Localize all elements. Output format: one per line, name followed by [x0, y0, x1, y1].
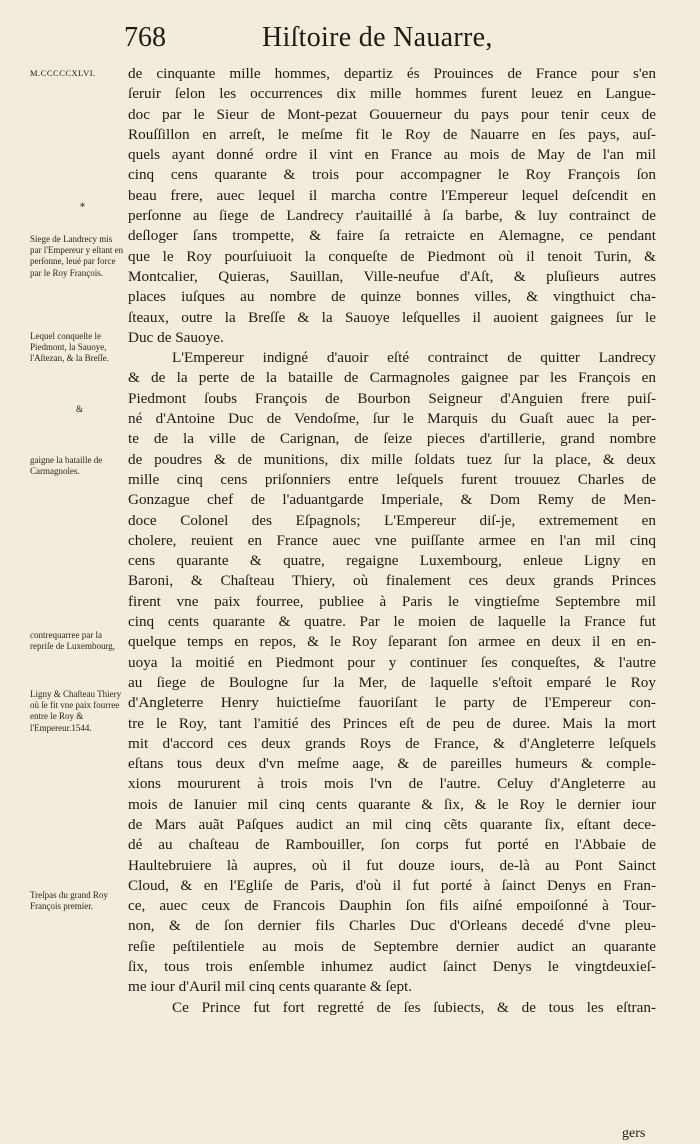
- margin-note: gaigne la bataille de Carmagnoles.: [30, 455, 103, 477]
- text-line: de poudres & de munitions, dix mille ſoldats tuez ſur la place, & deux: [128, 450, 656, 468]
- margin-notes: [0, 0, 125, 1144]
- text-line: ſix, tous trois enſemble inhumez audict ſainct Denys le vingtdeuxieſ-: [128, 958, 656, 976]
- text-line: xions moururent à trois mois l'vn de l'autre. Celuy d'Angleterre au: [128, 775, 656, 793]
- catchword: gers: [622, 1126, 646, 1141]
- text-line: mille cinq cens priſonniers entre leſquels furent trouuez Charles de: [128, 470, 656, 488]
- text-line: eſtans tous deux d'vn meſme aage, & de pareilles humeurs & comple-: [128, 755, 656, 773]
- text-line: cinq cents quarante & quatre. Par le moien de laquelle la France fut: [128, 613, 656, 631]
- text-line: de Mars auãt Paſques audict an mil cinq cẽts quarante ſix, eſtant dece-: [128, 815, 656, 833]
- text-line: au ſiege de Boulogne ſur la Mer, de laquelle s'eſtoit emparé le Roy: [128, 673, 656, 691]
- main-text-block: [128, 64, 656, 1018]
- text-line: quels ayant donné ordre il vint en France au mois de May de l'an mil: [128, 146, 656, 164]
- text-line: doce Colonel des Eſpagnols; L'Empereur diſ-je, extremement en: [128, 511, 656, 529]
- text-line: firent vne paix fourree, publiee à Paris le vingtieſme Septembre mil: [128, 592, 656, 610]
- text-line: deſloger ſans trompette, & faire ſa retraicte en Alemagne, ce pendant: [128, 227, 656, 245]
- text-line: Piedmont ſoubs François de Bourbon Seigneur d'Anguien frere puiſ-: [128, 389, 656, 407]
- text-line: Gonzague chef de l'aduantgarde Imperiale, & Dom Remy de Men-: [128, 491, 656, 509]
- text-line: places iuſques au nombre de quinze bonnes villes, & vingthuict cha-: [128, 288, 656, 306]
- text-line: non, & de ſon dernier fils Charles Duc d'Orleans decedé d'vne pleu-: [128, 917, 656, 935]
- text-line: Baroni, & Chaſteau Thiery, où finalement ces deux grands Princes: [128, 572, 656, 590]
- text-line: ſeruir ſelon les occurrences dix mille hommes furent leuez en Langue-: [128, 85, 656, 103]
- text-line: reſie peſtilentiele au mois de Septembre dernier audict an quarante: [128, 937, 656, 955]
- text-line: dé au chaſteau de Rambouiller, ſon corps fut porté en l'Abbaie de: [128, 836, 656, 854]
- text-line: & de la perte de la bataille de Carmagnoles gaignee par les François en: [128, 369, 656, 387]
- margin-note: &: [76, 404, 84, 414]
- text-line: uoya la moitié en Piedmont pour y continuer ſes conqueſtes, & l'autre: [128, 653, 656, 671]
- text-line: me iour d'Auril mil cinq cents quarante & ſept.: [128, 978, 413, 996]
- margin-note: Treſpas du grand Roy François premier.: [30, 890, 108, 912]
- text-line: quelque temps en repos, & le Roy ſeparant ſon armee en deux il en en-: [128, 633, 656, 651]
- ornament-mark: *: [80, 202, 85, 213]
- text-line: Duc de Sauoye.: [128, 328, 224, 346]
- text-line: d'Angleterre Henry huictieſme fauoriſant le party de l'Empereur con-: [128, 694, 656, 712]
- text-line: Rouſſillon en arreſt, le meſme fit le Roy de Nauarre en ſes pays, auſ-: [128, 125, 656, 143]
- text-line: doc par le Sieur de Mont-pezat Gouuerneur du pays pour tenir ceux de: [128, 105, 656, 123]
- text-line: Montcalier, Quieras, Sauillan, Ville-neufue d'Aſt, & pluſieurs autres: [128, 267, 656, 285]
- text-line: cens quarante & quatre, regaigne Luxembourg, enleue Ligny en: [128, 552, 656, 570]
- text-line: Haultebruiere là aupres, où il fut douze iours, de-là au Pont Sainct: [128, 856, 656, 874]
- text-line: ſteaux, outre la Breſſe & la Sauoye leſquelles il auoient gaignees ſur le: [128, 308, 656, 326]
- margin-note: Ligny & Chaſteau Thiery où ſe fit vne paix fourree entre le Roy & l'Empereur.1544.: [30, 689, 122, 733]
- text-line: né d'Antoine Duc de Vendoſme, ſur le Marquis du Guaſt auec la per-: [128, 410, 656, 428]
- text-line: ce, auec ceux de Francois Dauphin ſon fils aiſné empoiſonné à Tour-: [128, 897, 656, 915]
- text-line: perſonne au ſiege de Landrecy r'auitaillé à ſa barbe, & luy contrainct de: [128, 207, 656, 225]
- text-line: Cloud, & en l'Egliſe de Paris, d'où il fut porté à ſainct Denys en Fran-: [128, 876, 656, 894]
- text-line: Ce Prince fut fort regretté de ſes ſubiects, & de tous les eſtran-: [172, 998, 656, 1016]
- text-line: te de la ville de Carignan, de ſeize pieces d'artillerie, grand nombre: [128, 430, 656, 448]
- text-line: tre le Roy, tant l'amitié des Princes eſt de peu de duree. Mais la mort: [128, 714, 656, 732]
- text-line: cinq cens quarante & trois pour accompagner le Roy François ſon: [128, 166, 656, 184]
- margin-note: Siege de Landrecy mis par l'Empereur y eſtant en perſonne, leué par force par le Roy François.: [30, 234, 124, 278]
- text-line: cholere, reuient en France auec vne puiſſante armee en l'an mil cinq: [128, 531, 656, 549]
- running-title: Hiſtoire de Nauarre,: [262, 22, 493, 53]
- text-line: mois de Ianuier mil cinq cents quarante & ſix, & le Roy le dernier iour: [128, 795, 656, 813]
- text-line: L'Empereur indigné d'auoir eſté contrainct de quitter Landrecy: [172, 349, 656, 367]
- text-line: de cinquante mille hommes, departiz és Prouinces de France pour s'en: [128, 65, 656, 82]
- text-line: que le Roy pourſuiuoit la conqueſte de Piedmont où il tenoit Turin, &: [128, 247, 656, 265]
- page-number: 768: [124, 22, 166, 53]
- margin-note: contrequarree par la repriſe de Luxembourg,: [30, 630, 116, 652]
- margin-note: Lequel conqueſte le Piedmont, la Sauoye, l'Aſtezan, & la Breſſe.: [30, 331, 109, 364]
- text-line: mit d'accord ces deux grands Roys de France, & d'Angleterre leſquels: [128, 734, 656, 752]
- text-line: beau frere, auec lequel il marcha contre l'Empereur lequel deſcendit en: [128, 186, 656, 204]
- year-marginal-note: M.CCCCCXLVI.: [30, 68, 96, 78]
